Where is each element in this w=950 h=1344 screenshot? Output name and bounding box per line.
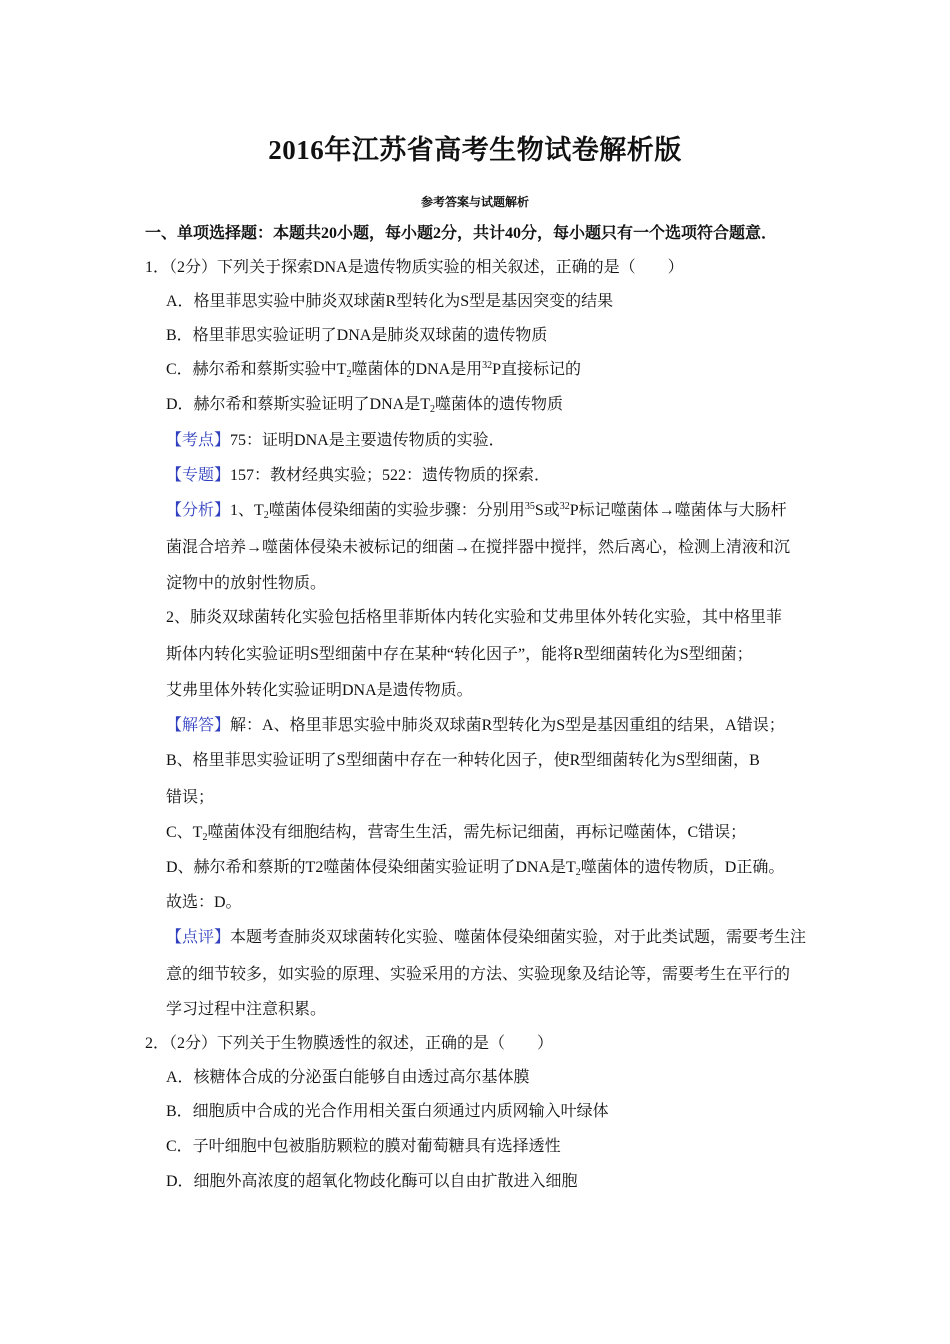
question-2-option-d: D．细胞外高浓度的超氧化物歧化酶可以自由扩散进入细胞 — [166, 1173, 578, 1190]
page-title: 2016年江苏省高考生物试卷解析版 — [268, 135, 682, 165]
dianping-tag: 【点评】 — [166, 929, 231, 946]
jieda-tag: 【解答】 — [166, 717, 231, 734]
dianping-line-3: 学习过程中注意积累。 — [166, 1001, 327, 1018]
question-2-option-b: B．细胞质中合成的光合作用相关蛋白须通过内质网输入叶绿体 — [166, 1103, 609, 1120]
jieda-line-2: B、格里菲思实验证明了S型细菌中存在一种转化因子，使R型细菌转化为S型细菌，B — [166, 752, 760, 769]
question-1-option-c: C．赫尔希和蔡斯实验中$T_2$噬菌体的DNA是用$^{32}$P直接标记的 — [166, 360, 582, 380]
fenxi-line-3: 淀物中的放射性物质。 — [166, 575, 327, 592]
question-1-option-d: D．赫尔希和蔡斯实验证明了DNA是$T_2$噬菌体的遗传物质 — [166, 396, 564, 415]
jieda-line-5: D、赫尔希和蔡斯的T2噬菌体侵染细菌实验证明了DNA是$T_2$噬菌体的遗传物质，D正确。 — [166, 859, 785, 878]
fenxi-line-6: 艾弗里体外转化实验证明DNA是遗传物质。 — [166, 682, 473, 699]
question-2-stem: 2．（2分）下列关于生物膜透性的叙述，正确的是（ ） — [145, 1035, 554, 1052]
dianping-line-1: 【点评】本题考查肺炎双球菌转化实验、噬菌体侵染细菌实验，对于此类试题，需要考生注 — [166, 929, 807, 946]
jieda-line-4: C、$T_2$噬菌体没有细胞结构，营寄生生活，需先标记细菌，再标记噬菌体，C错误； — [166, 824, 747, 843]
fenxi-tag: 【分析】 — [166, 502, 231, 519]
question-1-option-a: A．格里菲思实验中肺炎双球菌R型转化为S型是基因突变的结果 — [166, 293, 614, 310]
dianping-line-2: 意的细节较多，如实验的原理、实验采用的方法、实验现象及结论等，需要考生在平行的 — [166, 966, 791, 983]
fenxi-line-4: 2、肺炎双球菌转化实验包括格里菲斯体内转化实验和艾弗里体外转化实验，其中格里菲 — [166, 609, 783, 626]
fenxi-line-1: 【分析】1、$T_2$噬菌体侵染细菌的实验步骤：分别用$^{35}$S或$^{32}$P标记噬菌体→噬菌体与大肠杆 — [166, 501, 787, 521]
fenxi-line-5: 斯体内转化实验证明S型细菌中存在某种“转化因子”，能将R型细菌转化为S型细菌； — [166, 646, 753, 663]
question-1-stem: 1．（2分）下列关于探索DNA是遗传物质实验的相关叙述，正确的是（ ） — [145, 259, 684, 276]
section-header: 一、单项选择题：本题共20小题，每小题2分，共计40分，每小题只有一个选项符合题意． — [145, 225, 778, 242]
question-2-option-c: C．子叶细胞中包被脂肪颗粒的膜对葡萄糖具有选择透性 — [166, 1138, 561, 1155]
jieda-line-1: 【解答】解：A、格里菲思实验中肺炎双球菌R型转化为S型是基因重组的结果，A错误； — [166, 717, 785, 734]
jieda-line-6: 故选：D。 — [166, 894, 242, 911]
zhuanti-tag: 【专题】 — [166, 467, 231, 484]
zhuanti-line: 【专题】157：教材经典实验；522：遗传物质的探索． — [166, 467, 551, 484]
question-1-option-b: B．格里菲思实验证明了DNA是肺炎双球菌的遗传物质 — [166, 327, 548, 344]
kaodian-line: 【考点】75：证明DNA是主要遗传物质的实验． — [166, 432, 505, 449]
kaodian-tag: 【考点】 — [166, 432, 231, 449]
question-2-option-a: A．核糖体合成的分泌蛋白能够自由透过高尔基体膜 — [166, 1069, 530, 1086]
fenxi-line-2: 菌混合培养→噬菌体侵染未被标记的细菌→在搅拌器中搅拌，然后离心，检测上清液和沉 — [166, 539, 791, 556]
page-subtitle: 参考答案与试题解析 — [420, 195, 529, 209]
jieda-line-3: 错误； — [166, 789, 215, 806]
